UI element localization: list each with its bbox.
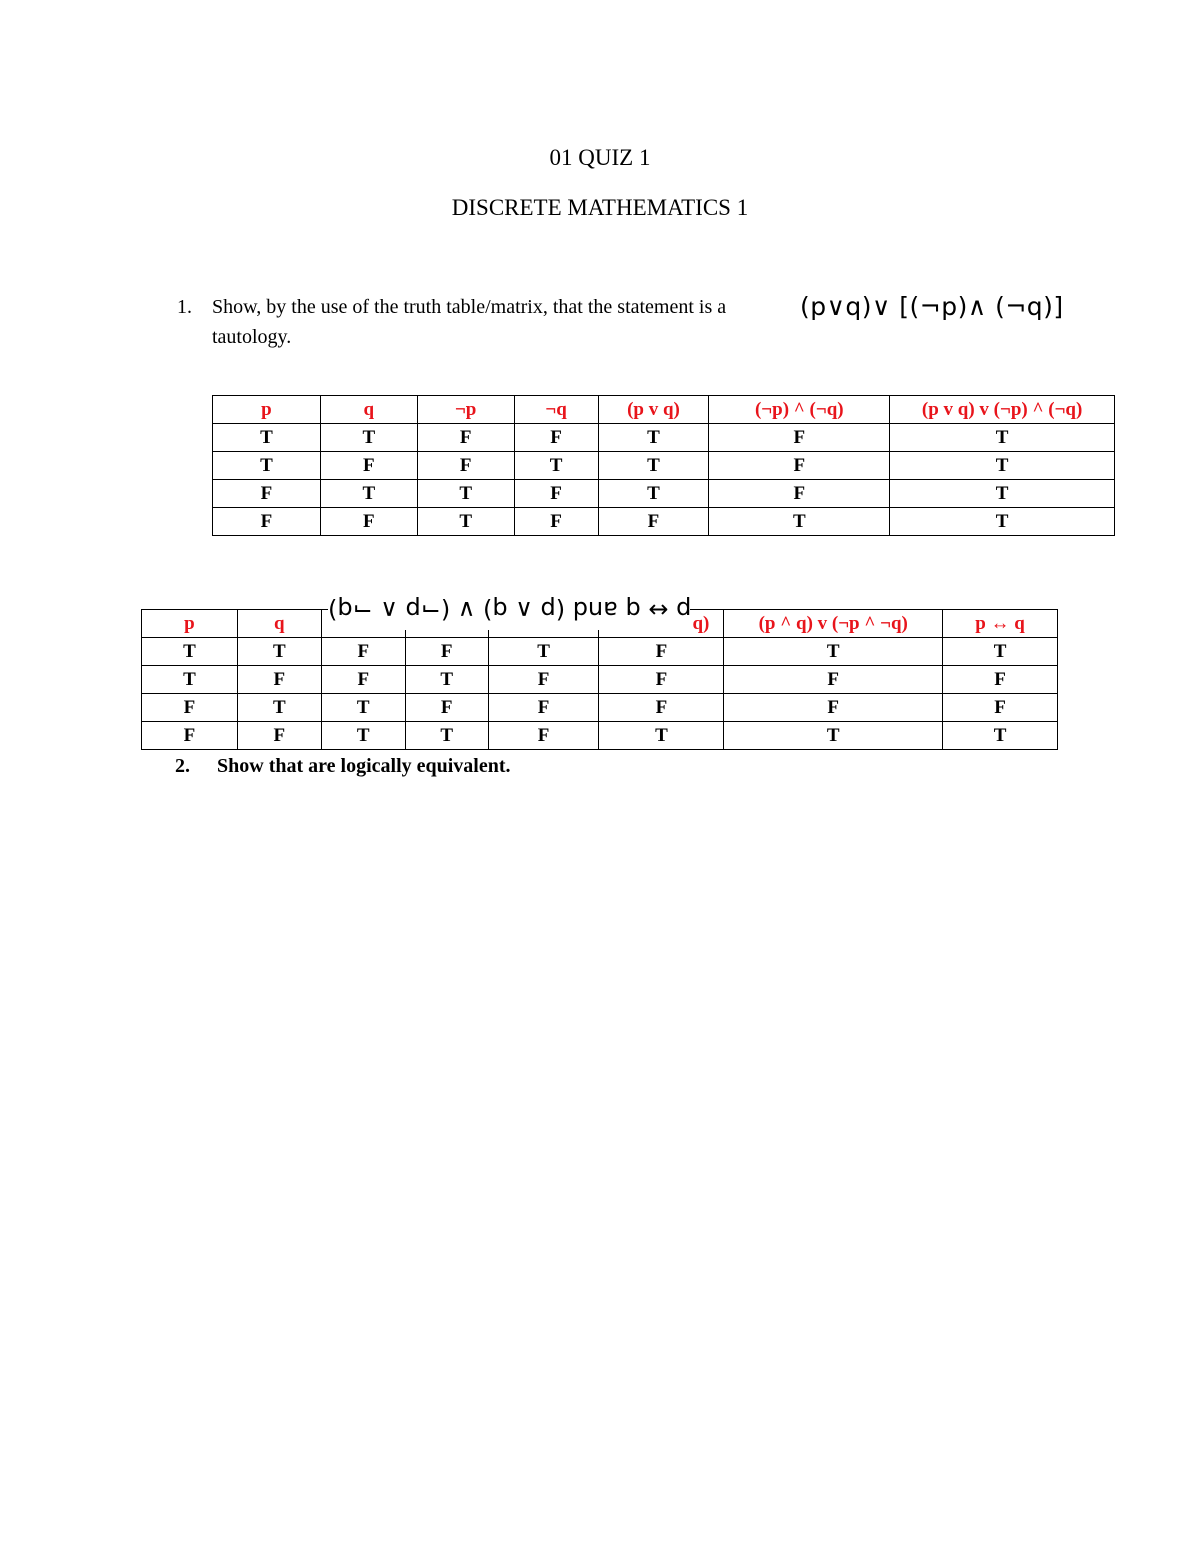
- table-cell: T: [598, 452, 709, 480]
- table-cell: F: [709, 480, 890, 508]
- table-cell: T: [142, 638, 238, 666]
- table-cell: F: [598, 508, 709, 536]
- table-cell: T: [488, 638, 599, 666]
- table-cell: T: [405, 666, 488, 694]
- truth-table-1: [212, 395, 1115, 536]
- table-cell: F: [599, 694, 724, 722]
- table-cell: F: [724, 694, 943, 722]
- table-cell: F: [237, 722, 321, 750]
- table-cell: T: [237, 694, 321, 722]
- question-1-formula: (p∨q)∨ [(¬p)∧ (¬q)]: [800, 292, 1064, 321]
- table-cell: T: [890, 508, 1115, 536]
- table-header-row: [213, 396, 1115, 424]
- question-1-number: 1.: [177, 296, 192, 318]
- upside-down-formula-image: [328, 590, 690, 630]
- table-cell: F: [213, 480, 321, 508]
- table-cell: F: [488, 722, 599, 750]
- table-row: [213, 424, 1115, 452]
- table-cell: T: [599, 722, 724, 750]
- table-cell: F: [417, 452, 514, 480]
- table-cell: T: [417, 508, 514, 536]
- table-cell: F: [405, 638, 488, 666]
- table-cell: F: [488, 666, 599, 694]
- table-cell: F: [142, 694, 238, 722]
- course-title: DISCRETE MATHEMATICS 1: [451, 195, 749, 220]
- table-cell: F: [321, 638, 405, 666]
- table-cell: T: [890, 424, 1115, 452]
- table-row: [142, 722, 1058, 750]
- table-cell: F: [943, 666, 1058, 694]
- table-cell: F: [709, 424, 890, 452]
- table-cell: F: [709, 452, 890, 480]
- header-cell: (¬p) ^ (¬q): [709, 396, 890, 424]
- table-cell: T: [943, 638, 1058, 666]
- table-row: [142, 638, 1058, 666]
- header-cell: q): [599, 610, 724, 638]
- truth-table-2: [141, 609, 1058, 750]
- quiz-title: 01 QUIZ 1: [549, 145, 651, 170]
- header-cell: (p v q) v (¬p) ^ (¬q): [890, 396, 1115, 424]
- table-cell: T: [213, 452, 321, 480]
- table-cell: T: [514, 452, 598, 480]
- table-cell: F: [724, 666, 943, 694]
- table-cell: T: [237, 638, 321, 666]
- table-row: [213, 480, 1115, 508]
- table-cell: F: [514, 480, 598, 508]
- table-cell: T: [724, 638, 943, 666]
- table-cell: T: [943, 722, 1058, 750]
- table-row: [142, 666, 1058, 694]
- table-cell: T: [321, 722, 405, 750]
- header-cell: (p v q): [598, 396, 709, 424]
- table-cell: T: [598, 480, 709, 508]
- table-cell: T: [320, 480, 417, 508]
- table-cell: T: [709, 508, 890, 536]
- table-cell: F: [320, 452, 417, 480]
- table-cell: T: [890, 452, 1115, 480]
- table-cell: F: [599, 666, 724, 694]
- question-2-number: 2.: [175, 755, 190, 777]
- table-cell: T: [321, 694, 405, 722]
- table-cell: T: [598, 424, 709, 452]
- table-cell: F: [417, 424, 514, 452]
- header-cell: ¬q: [514, 396, 598, 424]
- table-cell: F: [213, 508, 321, 536]
- header-cell: p ↔ q: [943, 610, 1058, 638]
- table-cell: F: [405, 694, 488, 722]
- table-cell: T: [890, 480, 1115, 508]
- table-cell: F: [320, 508, 417, 536]
- table-cell: F: [321, 666, 405, 694]
- table-cell: F: [237, 666, 321, 694]
- header-cell: ¬p: [417, 396, 514, 424]
- table-row: [213, 452, 1115, 480]
- table-cell: T: [417, 480, 514, 508]
- header-cell: (p ^ q) v (¬p ^ ¬q): [724, 610, 943, 638]
- table-cell: F: [514, 424, 598, 452]
- table-cell: F: [599, 638, 724, 666]
- header-cell: q: [237, 610, 321, 638]
- upside-down-formula-text: p ↔ q and (p ∧ q) ∨ (¬p ∧ ¬q): [328, 596, 692, 624]
- table-cell: F: [142, 722, 238, 750]
- table-cell: T: [724, 722, 943, 750]
- table-row: [142, 694, 1058, 722]
- header-cell: q: [320, 396, 417, 424]
- table-cell: F: [514, 508, 598, 536]
- question-1-text: Show, by the use of the truth table/matrix, that the statement is a tautology.: [212, 296, 727, 348]
- table-cell: T: [213, 424, 321, 452]
- table-cell: T: [405, 722, 488, 750]
- table-cell: T: [142, 666, 238, 694]
- table-cell: F: [943, 694, 1058, 722]
- question-2-text: Show that are logically equivalent.: [217, 755, 511, 777]
- table-cell: F: [488, 694, 599, 722]
- table-row: [213, 508, 1115, 536]
- header-cell: p: [142, 610, 238, 638]
- header-cell: p: [213, 396, 321, 424]
- table-cell: T: [320, 424, 417, 452]
